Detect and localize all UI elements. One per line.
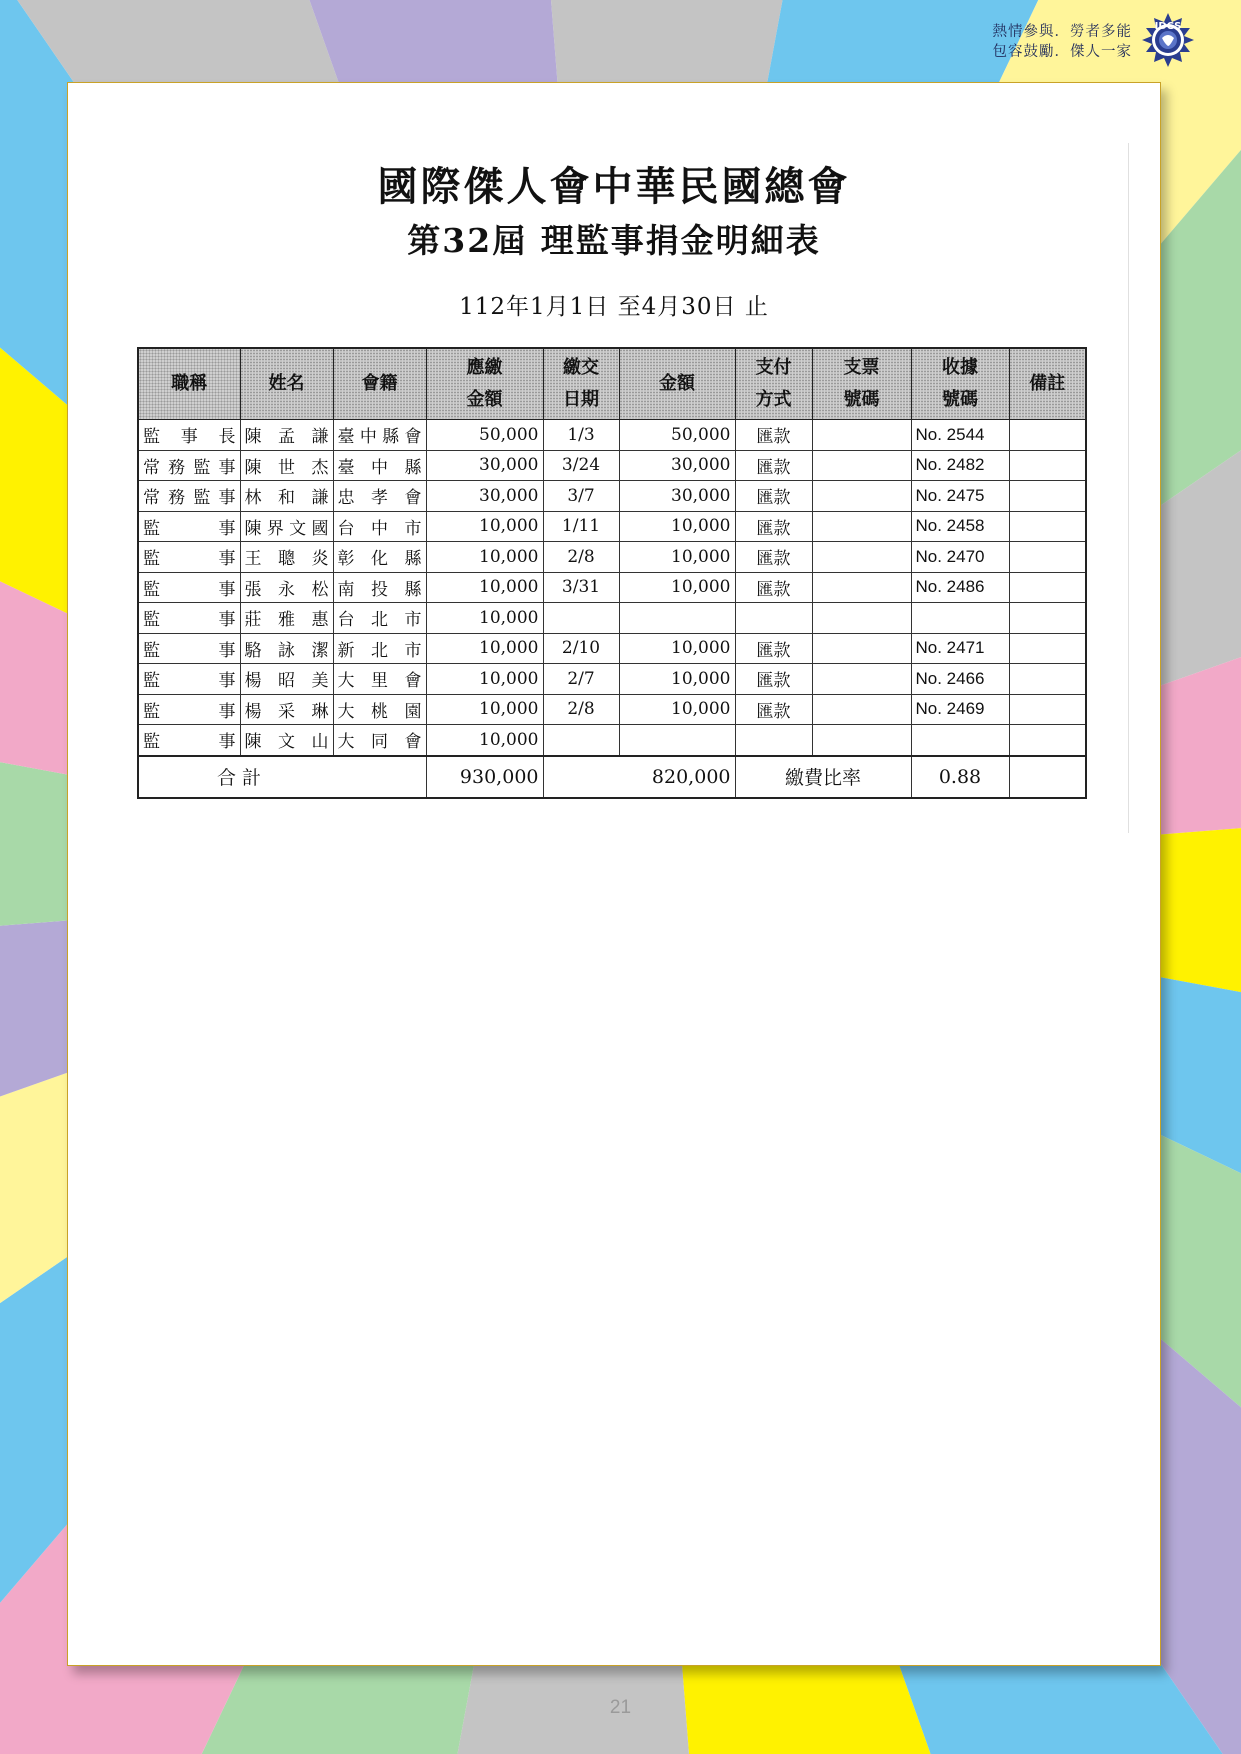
cell-cheque xyxy=(812,572,911,603)
cell-name: 楊采琳 xyxy=(240,694,333,725)
cell-receipt: No. 2486 xyxy=(911,572,1009,603)
cell-chapter: 彰化縣 xyxy=(333,542,426,573)
cell-due: 30,000 xyxy=(426,450,543,481)
cell-position: 監事 xyxy=(138,633,240,664)
cell-amount: 10,000 xyxy=(619,694,735,725)
cell-method xyxy=(735,725,812,756)
document-period: 112年1月1日 至4月30日 止 xyxy=(459,294,769,320)
cell-date: 2/8 xyxy=(543,542,619,573)
payment-ratio-value: 0.88 xyxy=(911,756,1009,798)
cell-cheque xyxy=(812,481,911,512)
cell-amount: 30,000 xyxy=(619,481,735,512)
header-date: 繳交 日期 xyxy=(543,348,619,420)
header-due: 應繳 金額 xyxy=(426,348,543,420)
header-remarks: 備註 xyxy=(1009,348,1086,420)
cell-chapter: 大里會 xyxy=(333,664,426,695)
cell-method xyxy=(735,603,812,634)
cell-name: 楊昭美 xyxy=(240,664,333,695)
cell-cheque xyxy=(812,694,911,725)
cell-method: 匯款 xyxy=(735,420,812,451)
total-remarks xyxy=(1009,756,1086,798)
cell-position: 監事 xyxy=(138,511,240,542)
cell-remarks xyxy=(1009,664,1086,695)
cell-method: 匯款 xyxy=(735,542,812,573)
cell-amount: 10,000 xyxy=(619,572,735,603)
cell-due: 10,000 xyxy=(426,511,543,542)
cell-position: 監事 xyxy=(138,603,240,634)
cell-due: 10,000 xyxy=(426,603,543,634)
cell-method: 匯款 xyxy=(735,572,812,603)
cell-method: 匯款 xyxy=(735,694,812,725)
cell-cheque xyxy=(812,725,911,756)
header-method: 支付 方式 xyxy=(735,348,812,420)
table-row xyxy=(138,633,1086,664)
cell-method: 匯款 xyxy=(735,664,812,695)
cell-remarks xyxy=(1009,694,1086,725)
cell-chapter: 大同會 xyxy=(333,725,426,756)
page-number: 21 xyxy=(609,1697,632,1718)
document-title: 國際傑人會中華民國總會 xyxy=(377,163,851,210)
cell-position: 常務監事 xyxy=(138,481,240,512)
cell-name: 張永松 xyxy=(240,572,333,603)
cell-remarks xyxy=(1009,420,1086,451)
cell-date: 3/24 xyxy=(543,450,619,481)
document-subtitle: 第32屆 理監事捐金明細表 xyxy=(407,221,821,260)
header-position: 職稱 xyxy=(138,348,240,420)
cell-cheque xyxy=(812,450,911,481)
slogan xyxy=(968,22,1132,62)
cell-amount: 10,000 xyxy=(619,664,735,695)
cell-due: 50,000 xyxy=(426,420,543,451)
cell-remarks xyxy=(1009,481,1086,512)
cell-receipt xyxy=(911,603,1009,634)
cell-position: 監事 xyxy=(138,572,240,603)
cell-remarks xyxy=(1009,633,1086,664)
cell-remarks xyxy=(1009,725,1086,756)
organization-logo-icon xyxy=(1140,12,1196,68)
cell-due: 10,000 xyxy=(426,664,543,695)
cell-position: 監事 xyxy=(138,664,240,695)
donation-table xyxy=(137,347,1087,799)
header-cheque: 支票 號碼 xyxy=(812,348,911,420)
cell-name: 王聰炎 xyxy=(240,542,333,573)
cell-date xyxy=(543,603,619,634)
cell-cheque xyxy=(812,664,911,695)
total-due: 930,000 xyxy=(426,756,543,798)
cell-receipt: No. 2475 xyxy=(911,481,1009,512)
cell-receipt: No. 2466 xyxy=(911,664,1009,695)
cell-position: 監事 xyxy=(138,725,240,756)
table-row xyxy=(138,542,1086,573)
cell-due: 30,000 xyxy=(426,481,543,512)
cell-cheque xyxy=(812,603,911,634)
cell-due: 10,000 xyxy=(426,725,543,756)
cell-receipt: No. 2458 xyxy=(911,511,1009,542)
cell-receipt: No. 2470 xyxy=(911,542,1009,573)
cell-chapter: 忠孝會 xyxy=(333,481,426,512)
cell-due: 10,000 xyxy=(426,633,543,664)
table-row xyxy=(138,420,1086,451)
table-row xyxy=(138,603,1086,634)
cell-amount xyxy=(619,603,735,634)
cell-receipt: No. 2482 xyxy=(911,450,1009,481)
cell-position: 監事 xyxy=(138,694,240,725)
cell-chapter: 大桃園 xyxy=(333,694,426,725)
cell-position: 監事長 xyxy=(138,420,240,451)
slogan-line-1: 熱情參與．勞者多能 xyxy=(992,24,1132,40)
table-row xyxy=(138,664,1086,695)
cell-method: 匯款 xyxy=(735,633,812,664)
cell-name: 林和謙 xyxy=(240,481,333,512)
header-name: 姓名 xyxy=(240,348,333,420)
table-row xyxy=(138,481,1086,512)
cell-remarks xyxy=(1009,450,1086,481)
cell-amount xyxy=(619,725,735,756)
payment-ratio-label: 繳費比率 xyxy=(735,756,911,798)
cell-name: 陳界文國 xyxy=(240,511,333,542)
cell-receipt xyxy=(911,725,1009,756)
cell-method: 匯款 xyxy=(735,481,812,512)
cell-date: 1/3 xyxy=(543,420,619,451)
cell-cheque xyxy=(812,542,911,573)
header-chapter: 會籍 xyxy=(333,348,426,420)
table-row xyxy=(138,572,1086,603)
cell-remarks xyxy=(1009,511,1086,542)
cell-amount: 30,000 xyxy=(619,450,735,481)
cell-due: 10,000 xyxy=(426,572,543,603)
cell-name: 駱詠潔 xyxy=(240,633,333,664)
cell-remarks xyxy=(1009,542,1086,573)
cell-due: 10,000 xyxy=(426,542,543,573)
cell-name: 陳文山 xyxy=(240,725,333,756)
header-amount: 金額 xyxy=(619,348,735,420)
cell-amount: 10,000 xyxy=(619,542,735,573)
cell-amount: 10,000 xyxy=(619,511,735,542)
cell-receipt: No. 2544 xyxy=(911,420,1009,451)
cell-cheque xyxy=(812,511,911,542)
cell-cheque xyxy=(812,420,911,451)
cell-date: 2/7 xyxy=(543,664,619,695)
table-row xyxy=(138,694,1086,725)
cell-chapter: 台中市 xyxy=(333,511,426,542)
cell-chapter: 南投縣 xyxy=(333,572,426,603)
total-label: 合 計 xyxy=(138,756,426,798)
cell-date: 2/8 xyxy=(543,694,619,725)
logo-text: IDCS xyxy=(1154,21,1182,32)
cell-chapter: 台北市 xyxy=(333,603,426,634)
cell-method: 匯款 xyxy=(735,511,812,542)
total-amount: 820,000 xyxy=(543,756,735,798)
cell-name: 陳世杰 xyxy=(240,450,333,481)
cell-method: 匯款 xyxy=(735,450,812,481)
total-row xyxy=(138,756,1086,798)
cell-amount: 50,000 xyxy=(619,420,735,451)
cell-position: 常務監事 xyxy=(138,450,240,481)
cell-date xyxy=(543,725,619,756)
slogan-line-2: 包容鼓勵．傑人一家 xyxy=(992,44,1132,60)
cell-amount: 10,000 xyxy=(619,633,735,664)
table-row xyxy=(138,511,1086,542)
cell-position: 監事 xyxy=(138,542,240,573)
cell-receipt: No. 2469 xyxy=(911,694,1009,725)
cell-remarks xyxy=(1009,603,1086,634)
cell-date: 1/11 xyxy=(543,511,619,542)
cell-name: 陳孟謙 xyxy=(240,420,333,451)
cell-remarks xyxy=(1009,572,1086,603)
cell-date: 3/7 xyxy=(543,481,619,512)
document-page xyxy=(67,82,1161,1666)
cell-date: 2/10 xyxy=(543,633,619,664)
table-row xyxy=(138,450,1086,481)
table-row xyxy=(138,725,1086,756)
cell-cheque xyxy=(812,633,911,664)
cell-name: 莊雅惠 xyxy=(240,603,333,634)
cell-chapter: 臺中縣會 xyxy=(333,420,426,451)
header-receipt: 收據 號碼 xyxy=(911,348,1009,420)
cell-receipt: No. 2471 xyxy=(911,633,1009,664)
cell-due: 10,000 xyxy=(426,694,543,725)
table-header-row xyxy=(138,348,1086,420)
cell-chapter: 新北市 xyxy=(333,633,426,664)
cell-chapter: 臺中縣 xyxy=(333,450,426,481)
cell-date: 3/31 xyxy=(543,572,619,603)
